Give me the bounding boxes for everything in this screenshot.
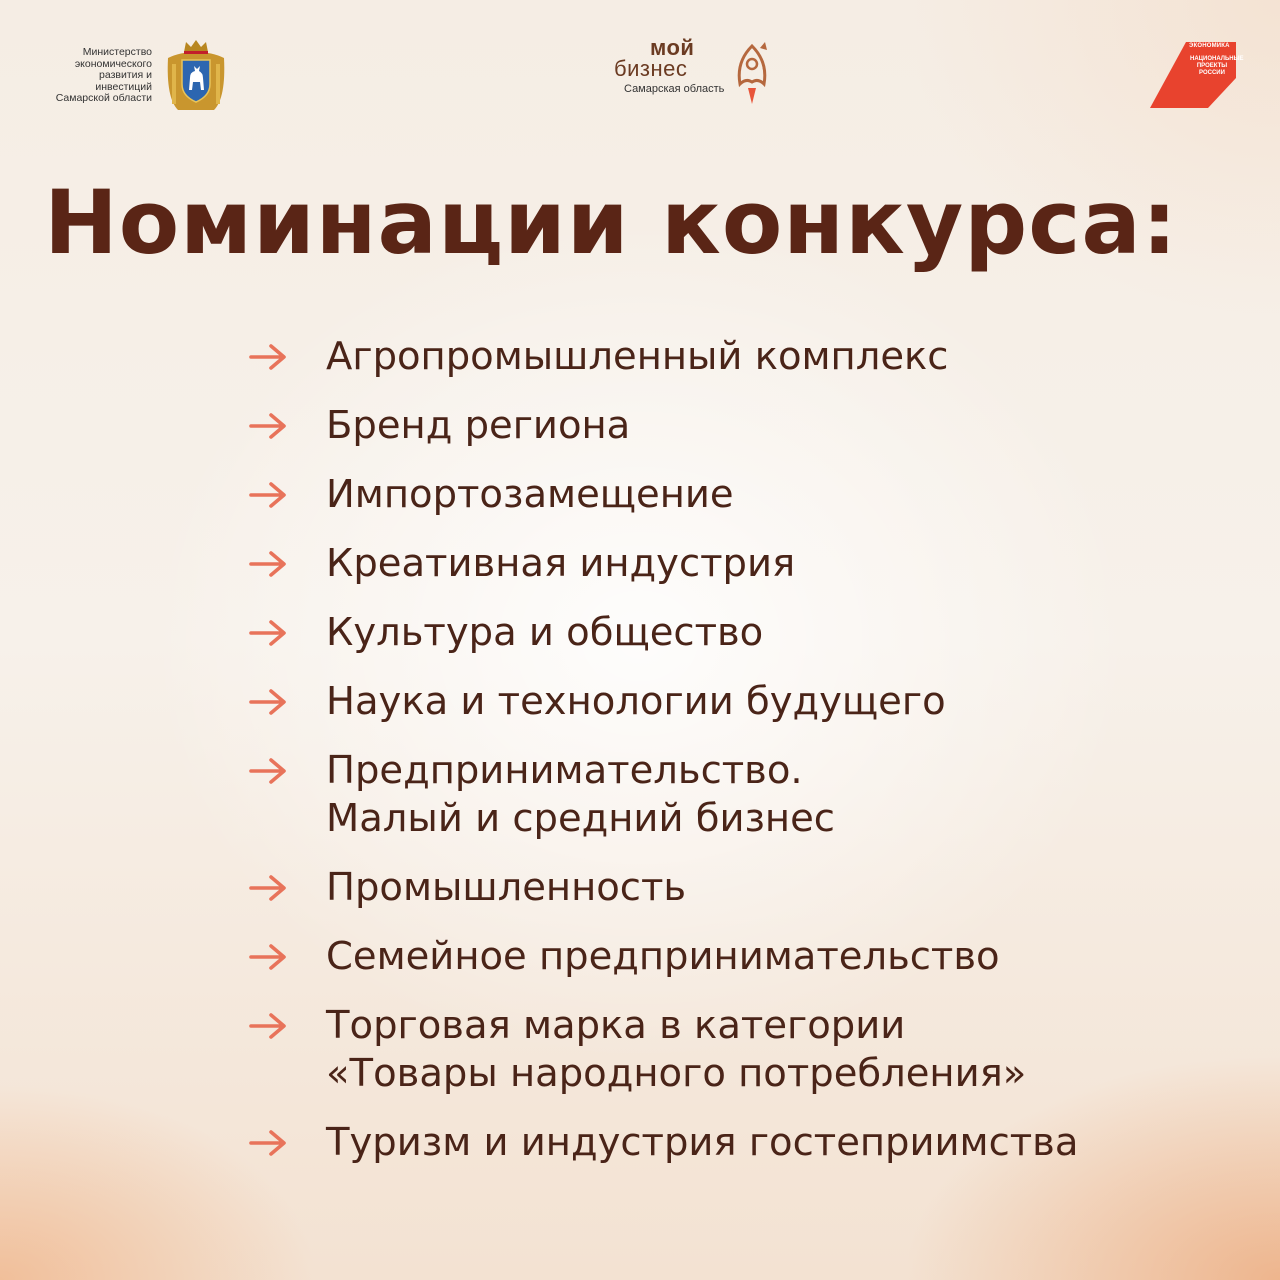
arrow-right-icon: [248, 481, 288, 509]
arrow-right-icon: [248, 1012, 288, 1040]
ministry-name-line: развития и инвестиций: [95, 69, 152, 93]
nomination-item: [248, 933, 1258, 981]
nomination-item: [248, 864, 1258, 912]
nomination-label: Бренд региона: [326, 403, 631, 448]
arrow-right-icon: [248, 874, 288, 902]
nomination-item: [248, 333, 1258, 381]
nomination-label: «Товары народного потребления»: [326, 1051, 1027, 1096]
ministry-name-line: Министерство: [82, 46, 152, 59]
my-business-word-1: мой: [650, 35, 695, 60]
nomination-label: Торговая марка в категории: [326, 1003, 906, 1048]
ministry-logo: [52, 38, 228, 114]
nomination-label: Импортозамещение: [326, 472, 734, 517]
national-projects-name-line: РОССИИ: [1199, 70, 1225, 76]
arrow-right-icon: [248, 757, 288, 785]
national-projects-logo-icon: [1146, 40, 1244, 110]
nomination-item: [248, 1002, 1258, 1098]
nomination-item: [248, 540, 1258, 588]
ministry-name: [52, 47, 152, 105]
nomination-label: Агропромышленный комплекс: [326, 334, 949, 379]
nomination-label: Малый и средний бизнес: [326, 796, 835, 841]
coat-of-arms-icon: [164, 38, 228, 114]
arrow-right-icon: [248, 550, 288, 578]
nominations-list: [248, 333, 1258, 1188]
nomination-label: Семейное предпринимательство: [326, 934, 1000, 979]
nomination-label: Предпринимательство.: [326, 748, 803, 793]
arrow-right-icon: [248, 688, 288, 716]
my-business-word-2: бизнес: [614, 56, 688, 81]
national-projects-name-line: ПРОЕКТЫ: [1196, 63, 1228, 69]
national-projects-name: [1190, 56, 1244, 77]
my-business-region: Самарская область: [624, 83, 725, 95]
national-projects-name-line: НАЦИОНАЛЬНЫЕ: [1190, 56, 1244, 62]
nomination-label: Туризм и индустрия гостеприимства: [326, 1120, 1079, 1165]
arrow-right-icon: [248, 412, 288, 440]
ministry-name-line: Самарской области: [55, 92, 152, 105]
nomination-item: [248, 747, 1258, 843]
rocket-logo-icon: [732, 38, 772, 110]
nomination-label: Промышленность: [326, 865, 687, 910]
nomination-item: [248, 471, 1258, 519]
arrow-right-icon: [248, 343, 288, 371]
nomination-item: [248, 609, 1258, 657]
nomination-item: [248, 402, 1258, 450]
national-projects-category: ЭКОНОМИКА: [1189, 43, 1230, 49]
my-business-logo: [614, 35, 772, 110]
nomination-label: Креативная индустрия: [326, 541, 796, 586]
nomination-item: [248, 1119, 1258, 1167]
nomination-item: [248, 678, 1258, 726]
ministry-name-line: экономического: [74, 57, 152, 70]
arrow-right-icon: [248, 1129, 288, 1157]
nomination-label: Наука и технологии будущего: [326, 679, 946, 724]
nomination-label: Культура и общество: [326, 610, 764, 655]
page-title: Номинации конкурса:: [44, 171, 1178, 274]
arrow-right-icon: [248, 943, 288, 971]
arrow-right-icon: [248, 619, 288, 647]
